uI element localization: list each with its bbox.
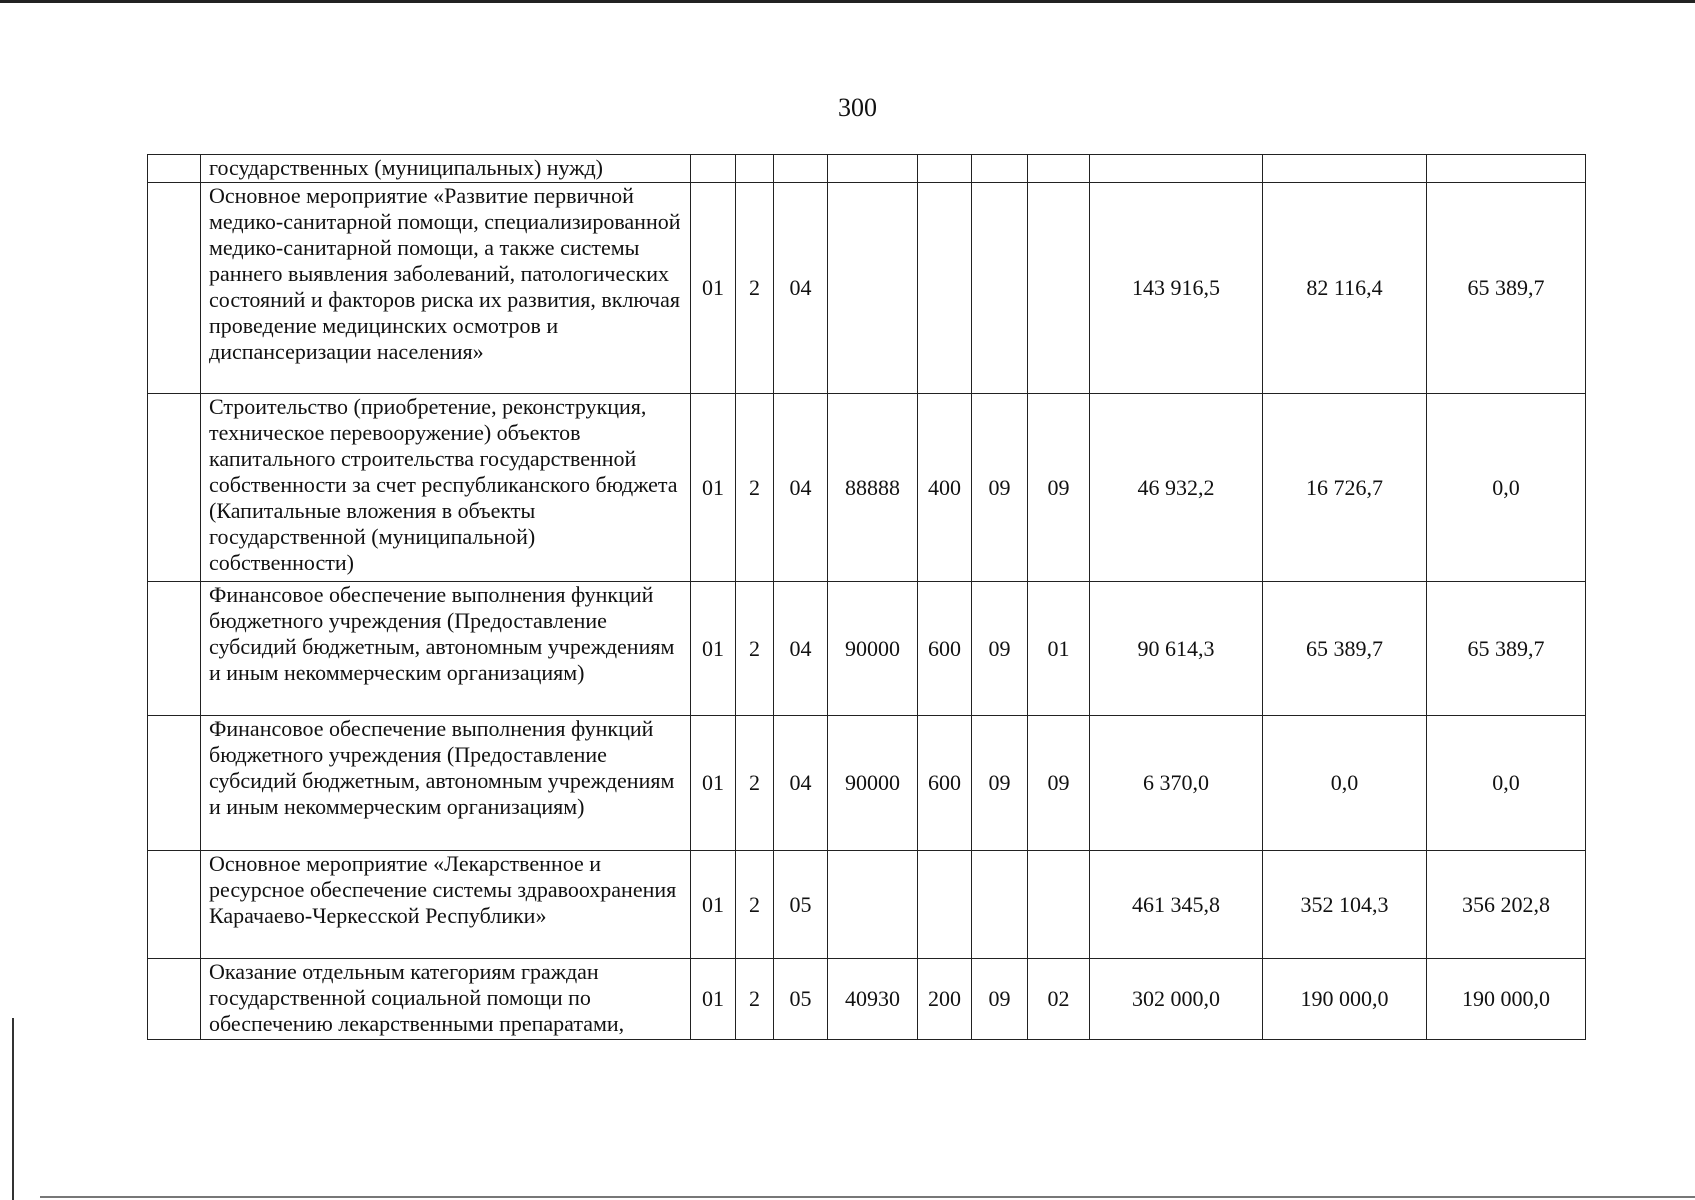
amount-cell: 82 116,4 (1263, 183, 1427, 394)
code-cell (691, 155, 736, 183)
description-cell: Основное мероприятие «Развитие первичной медико-санитарной помощи, специализированной медико-санитарной помощи, а также системы раннего выявления заболеваний, патологических состояний и факторов риска их развития, включая проведение медицинских осмотров и диспансеризации населения» (201, 183, 691, 394)
code-cell (828, 183, 918, 394)
code-cell: 400 (918, 394, 972, 582)
description-cell: Основное мероприятие «Лекарственное и ресурсное обеспечение системы здравоохранения Карачаево-Черкесской Республики» (201, 851, 691, 959)
amount-cell: 0,0 (1427, 394, 1586, 582)
code-cell: 01 (1028, 582, 1090, 716)
code-cell: 90000 (828, 582, 918, 716)
code-cell: 04 (774, 183, 828, 394)
amount-cell: 0,0 (1427, 716, 1586, 851)
top-scan-rule (0, 0, 1695, 3)
code-cell (918, 183, 972, 394)
amount-cell: 0,0 (1263, 716, 1427, 851)
table-row (148, 582, 1586, 716)
row-marker-cell (148, 716, 201, 851)
amount-cell: 65 389,7 (1427, 582, 1586, 716)
code-cell (828, 155, 918, 183)
code-cell: 90000 (828, 716, 918, 851)
code-cell (972, 851, 1028, 959)
amount-cell: 16 726,7 (1263, 394, 1427, 582)
amount-cell: 90 614,3 (1090, 582, 1263, 716)
row-marker-cell (148, 851, 201, 959)
code-cell: 01 (691, 959, 736, 1040)
code-cell: 01 (691, 582, 736, 716)
code-cell: 600 (918, 716, 972, 851)
row-marker-cell (148, 394, 201, 582)
code-cell: 04 (774, 394, 828, 582)
amount-cell: 352 104,3 (1263, 851, 1427, 959)
code-cell (774, 155, 828, 183)
code-cell: 2 (736, 959, 774, 1040)
code-cell: 09 (972, 582, 1028, 716)
bottom-scan-rule (40, 1196, 1695, 1198)
row-marker-cell (148, 582, 201, 716)
code-cell: 09 (1028, 394, 1090, 582)
budget-table (147, 154, 1586, 1040)
code-cell: 600 (918, 582, 972, 716)
table-row (148, 851, 1586, 959)
amount-cell: 65 389,7 (1427, 183, 1586, 394)
amount-cell: 461 345,8 (1090, 851, 1263, 959)
code-cell: 09 (972, 959, 1028, 1040)
code-cell: 01 (691, 851, 736, 959)
row-marker-cell (148, 183, 201, 394)
code-cell: 01 (691, 394, 736, 582)
code-cell: 01 (691, 183, 736, 394)
code-cell: 05 (774, 851, 828, 959)
code-cell: 2 (736, 582, 774, 716)
code-cell: 09 (1028, 716, 1090, 851)
row-marker-cell (148, 959, 201, 1040)
code-cell: 01 (691, 716, 736, 851)
code-cell (1028, 155, 1090, 183)
table-row (148, 394, 1586, 582)
left-scan-rule (12, 1018, 14, 1200)
code-cell: 200 (918, 959, 972, 1040)
row-marker-cell (148, 155, 201, 183)
table-row (148, 716, 1586, 851)
code-cell: 04 (774, 582, 828, 716)
code-cell (918, 155, 972, 183)
amount-cell: 190 000,0 (1427, 959, 1586, 1040)
code-cell (972, 183, 1028, 394)
description-cell: Финансовое обеспечение выполнения функций бюджетного учреждения (Предоставление субсидий бюджетным, автономным учреждениям и иным некоммерческим организациям) (201, 716, 691, 851)
amount-cell: 302 000,0 (1090, 959, 1263, 1040)
code-cell: 2 (736, 851, 774, 959)
code-cell (736, 155, 774, 183)
code-cell: 2 (736, 394, 774, 582)
code-cell (972, 155, 1028, 183)
amount-cell: 190 000,0 (1263, 959, 1427, 1040)
code-cell (918, 851, 972, 959)
table-row (148, 155, 1586, 183)
code-cell: 04 (774, 716, 828, 851)
code-cell (1028, 851, 1090, 959)
table-row (148, 959, 1586, 1040)
code-cell: 88888 (828, 394, 918, 582)
description-cell: Оказание отдельным категориям граждан государственной социальной помощи по обеспечению лекарственными препаратами, (201, 959, 691, 1040)
code-cell: 09 (972, 716, 1028, 851)
code-cell: 02 (1028, 959, 1090, 1040)
amount-cell (1427, 155, 1586, 183)
amount-cell: 6 370,0 (1090, 716, 1263, 851)
amount-cell: 65 389,7 (1263, 582, 1427, 716)
description-cell: государственных (муниципальных) нужд) (201, 155, 691, 183)
amount-cell (1263, 155, 1427, 183)
amount-cell: 356 202,8 (1427, 851, 1586, 959)
description-cell: Строительство (приобретение, реконструкция, техническое перевооружение) объектов капитального строительства государственной собственности за счет республиканского бюджета (Капитальные вложения в объекты государственной (муниципальной) собственности) (201, 394, 691, 582)
code-cell: 05 (774, 959, 828, 1040)
amount-cell (1090, 155, 1263, 183)
code-cell: 2 (736, 183, 774, 394)
amount-cell: 46 932,2 (1090, 394, 1263, 582)
code-cell: 40930 (828, 959, 918, 1040)
code-cell: 09 (972, 394, 1028, 582)
table-row (148, 183, 1586, 394)
code-cell (828, 851, 918, 959)
description-cell: Финансовое обеспечение выполнения функций бюджетного учреждения (Предоставление субсидий бюджетным, автономным учреждениям и иным некоммерческим организациям) (201, 582, 691, 716)
page-number: 300 (838, 93, 877, 122)
code-cell: 2 (736, 716, 774, 851)
code-cell (1028, 183, 1090, 394)
amount-cell: 143 916,5 (1090, 183, 1263, 394)
